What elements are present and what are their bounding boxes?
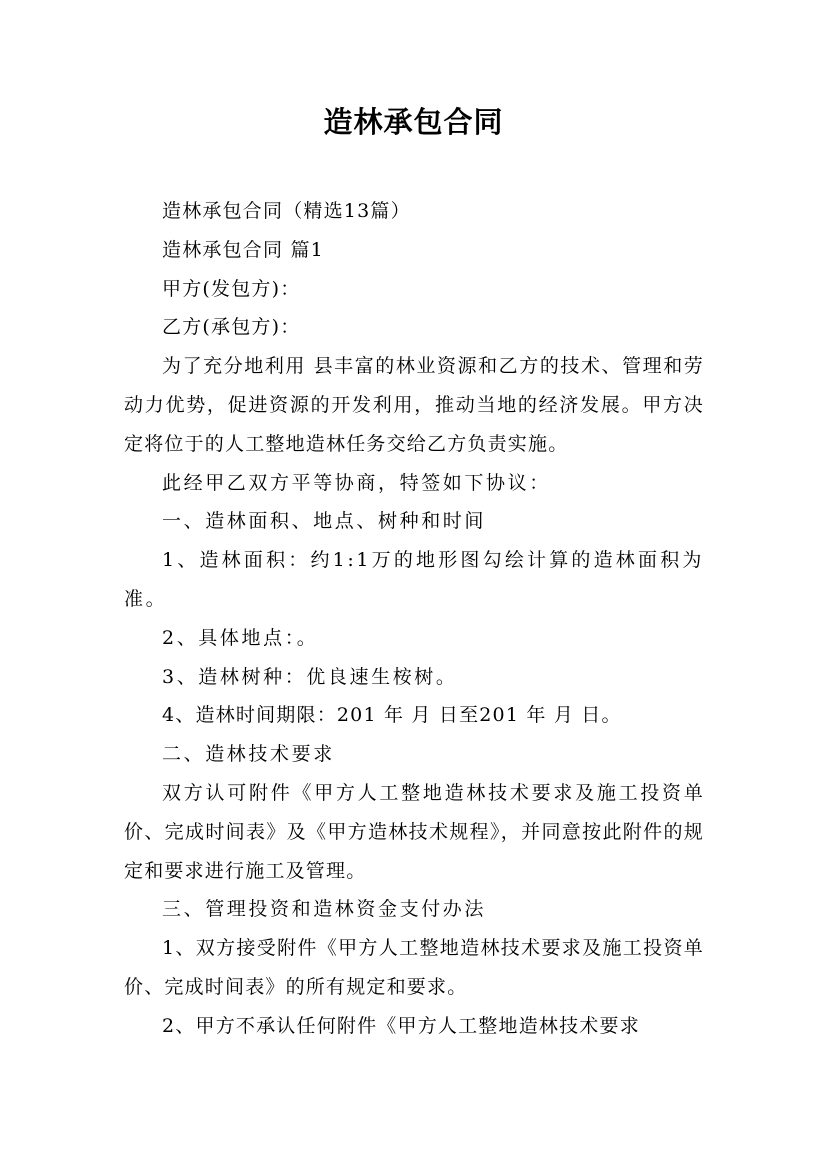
paragraph-clause: 双方认可附件《甲方人工整地造林技术要求及施工投资单价、完成时间表》及《甲方造林技术规程》，并同意按此附件的规定和要求进行施工及管理。 xyxy=(124,781,704,882)
document-body xyxy=(124,192,704,1046)
paragraph-section-heading: 造林承包合同 篇1 xyxy=(162,238,324,261)
paragraph-clause: 2、具体地点：。 xyxy=(162,626,319,649)
paragraph-purpose: 为了充分地利用 县丰富的林业资源和乙方的技术、管理和劳动力优势，促进资源的开发利用，推动当地的经济发展。甲方决定将位于的人工整地造林任务交给乙方负责实施。 xyxy=(124,355,704,455)
paragraph-agreement-intro: 此经甲乙双方平等协商，特签如下协议： xyxy=(162,471,551,494)
paragraph-clause: 2、甲方不承认任何附件《甲方人工整地造林技术要求 xyxy=(162,1014,640,1037)
paragraph-clause: 1、造林面积：约1:1万的地形图勾绘计算的造林面积为准。 xyxy=(124,549,704,610)
paragraph-clause: 4、造林时间期限：201 年 月 日至201 年 月 日。 xyxy=(162,704,622,727)
paragraph-clause: 3、造林树种：优良速生桉树。 xyxy=(162,665,458,688)
paragraph-party-b: 乙方(承包方)： xyxy=(162,316,301,339)
document-title: 造林承包合同 xyxy=(323,105,504,139)
paragraph-heading-one: 一、造林面积、地点、树种和时间 xyxy=(162,510,487,533)
paragraph-party-a: 甲方(发包方)： xyxy=(162,277,301,300)
paragraph-clause: 1、双方接受附件《甲方人工整地造林技术要求及施工投资单价、完成时间表》的所有规定和要求。 xyxy=(124,937,704,998)
paragraph-heading-three: 三、管理投资和造林资金支付办法 xyxy=(162,898,487,921)
paragraph-heading-two: 二、造林技术要求 xyxy=(162,743,335,766)
paragraph-subtitle: 造林承包合同（精选13篇） xyxy=(162,200,411,222)
